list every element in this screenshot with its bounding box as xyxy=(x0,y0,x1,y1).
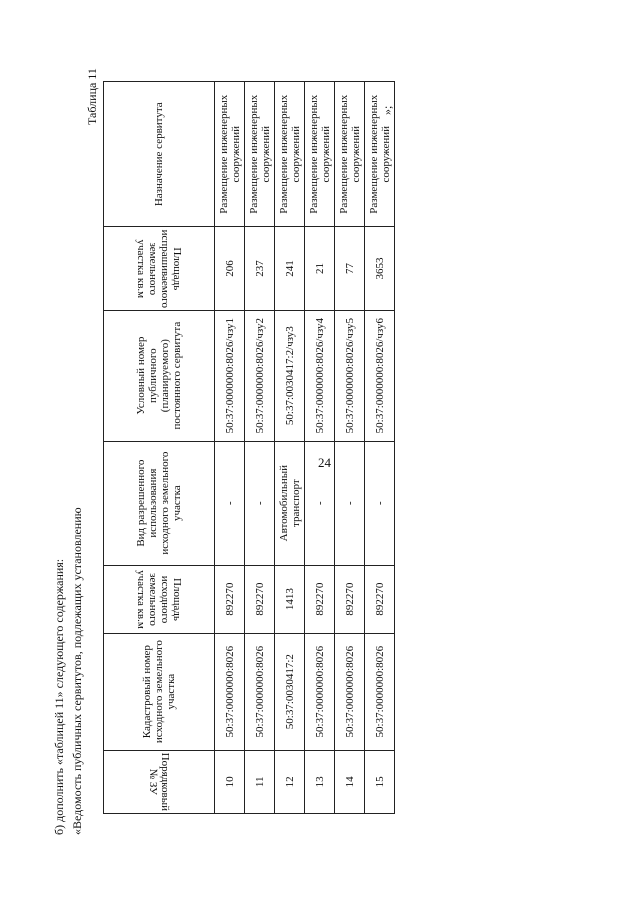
cell-cadastral-number: 50:37:0000000:8026 xyxy=(305,633,335,750)
header-permitted-use: Вид разрешенного использования исходного земельного участка xyxy=(104,441,215,565)
page-number: 24 xyxy=(318,455,331,470)
cell-ordinal: 11 xyxy=(245,750,275,813)
cell-source-area: 892270 xyxy=(215,565,245,633)
servitude-table xyxy=(103,81,395,814)
header-requested-area: Площадь испрашиваемого земельного участка кв.м xyxy=(104,227,215,310)
cell-cadastral-number: 50:37:0000000:8026 xyxy=(245,633,275,750)
cell-permitted-use: - xyxy=(365,441,395,565)
cell-requested-area: 206 xyxy=(215,227,245,310)
cell-servitude-number: 50:37:0030417:2/чзу3 xyxy=(275,310,305,441)
cell-ordinal: 10 xyxy=(215,750,245,813)
cell-purpose: Размещение инженерных сооружений xyxy=(305,82,335,227)
cell-requested-area: 241 xyxy=(275,227,305,310)
header-purpose: Назначение сервитута xyxy=(104,82,215,227)
table-row xyxy=(215,82,245,814)
intro-line-1: б) дополнить «таблицей 11» следующего содержания: xyxy=(52,558,66,835)
cell-permitted-use: - xyxy=(335,441,365,565)
cell-cadastral-number: 50:37:0030417:2 xyxy=(275,633,305,750)
closing-quote: »; xyxy=(380,105,394,115)
cell-permitted-use: - xyxy=(245,441,275,565)
cell-cadastral-number: 50:37:0000000:8026 xyxy=(215,633,245,750)
cell-source-area: 892270 xyxy=(335,565,365,633)
cell-requested-area: 237 xyxy=(245,227,275,310)
cell-servitude-number: 50:37:0000000:8026/чзу1 xyxy=(215,310,245,441)
header-ordinal: Порядковый № ЗУ xyxy=(104,750,215,813)
cell-source-area: 1413 xyxy=(275,565,305,633)
cell-source-area: 892270 xyxy=(245,565,275,633)
cell-requested-area: 77 xyxy=(335,227,365,310)
cell-servitude-number: 50:37:0000000:8026/чзу5 xyxy=(335,310,365,441)
cell-permitted-use: Автомобильный транспорт xyxy=(275,441,305,565)
table-caption: Таблица 11 xyxy=(85,68,99,125)
cell-requested-area: 21 xyxy=(305,227,335,310)
cell-ordinal: 14 xyxy=(335,750,365,813)
cell-purpose: Размещение инженерных сооружений xyxy=(275,82,305,227)
cell-permitted-use: - xyxy=(305,441,335,565)
cell-cadastral-number: 50:37:0000000:8026 xyxy=(365,633,395,750)
cell-source-area: 892270 xyxy=(365,565,395,633)
table-row xyxy=(275,82,305,814)
cell-ordinal: 13 xyxy=(305,750,335,813)
table-row xyxy=(335,82,365,814)
cell-ordinal: 12 xyxy=(275,750,305,813)
cell-servitude-number: 50:37:0000000:8026/чзу2 xyxy=(245,310,275,441)
table-row xyxy=(305,82,335,814)
cell-servitude-number: 50:37:0000000:8026/чзу4 xyxy=(305,310,335,441)
table-row xyxy=(365,82,395,814)
cell-purpose: Размещение инженерных сооружений xyxy=(215,82,245,227)
table-row xyxy=(245,82,275,814)
cell-ordinal: 15 xyxy=(365,750,395,813)
cell-requested-area: 3653 xyxy=(365,227,395,310)
cell-source-area: 892270 xyxy=(305,565,335,633)
intro-line-2: «Ведомость публичных сервитутов, подлежащих установлению xyxy=(70,507,84,835)
header-cadastral-number: Кадастровый номер исходного земельного участка xyxy=(104,633,215,750)
cell-permitted-use: - xyxy=(215,441,245,565)
table-header-row xyxy=(104,82,215,814)
cell-purpose: Размещение инженерных сооружений xyxy=(335,82,365,227)
cell-servitude-number: 50:37:0000000:8026/чзу6 xyxy=(365,310,395,441)
cell-cadastral-number: 50:37:0000000:8026 xyxy=(335,633,365,750)
header-source-area: Площадь исходного земельного участка кв.м xyxy=(104,565,215,633)
header-servitude-number: Условный номер публичного (планируемого) постоянного сервитута xyxy=(104,310,215,441)
table-body xyxy=(215,82,395,814)
cell-purpose: Размещение инженерных сооружений xyxy=(245,82,275,227)
cell-purpose: Размещение инженерных сооружений xyxy=(365,82,395,227)
